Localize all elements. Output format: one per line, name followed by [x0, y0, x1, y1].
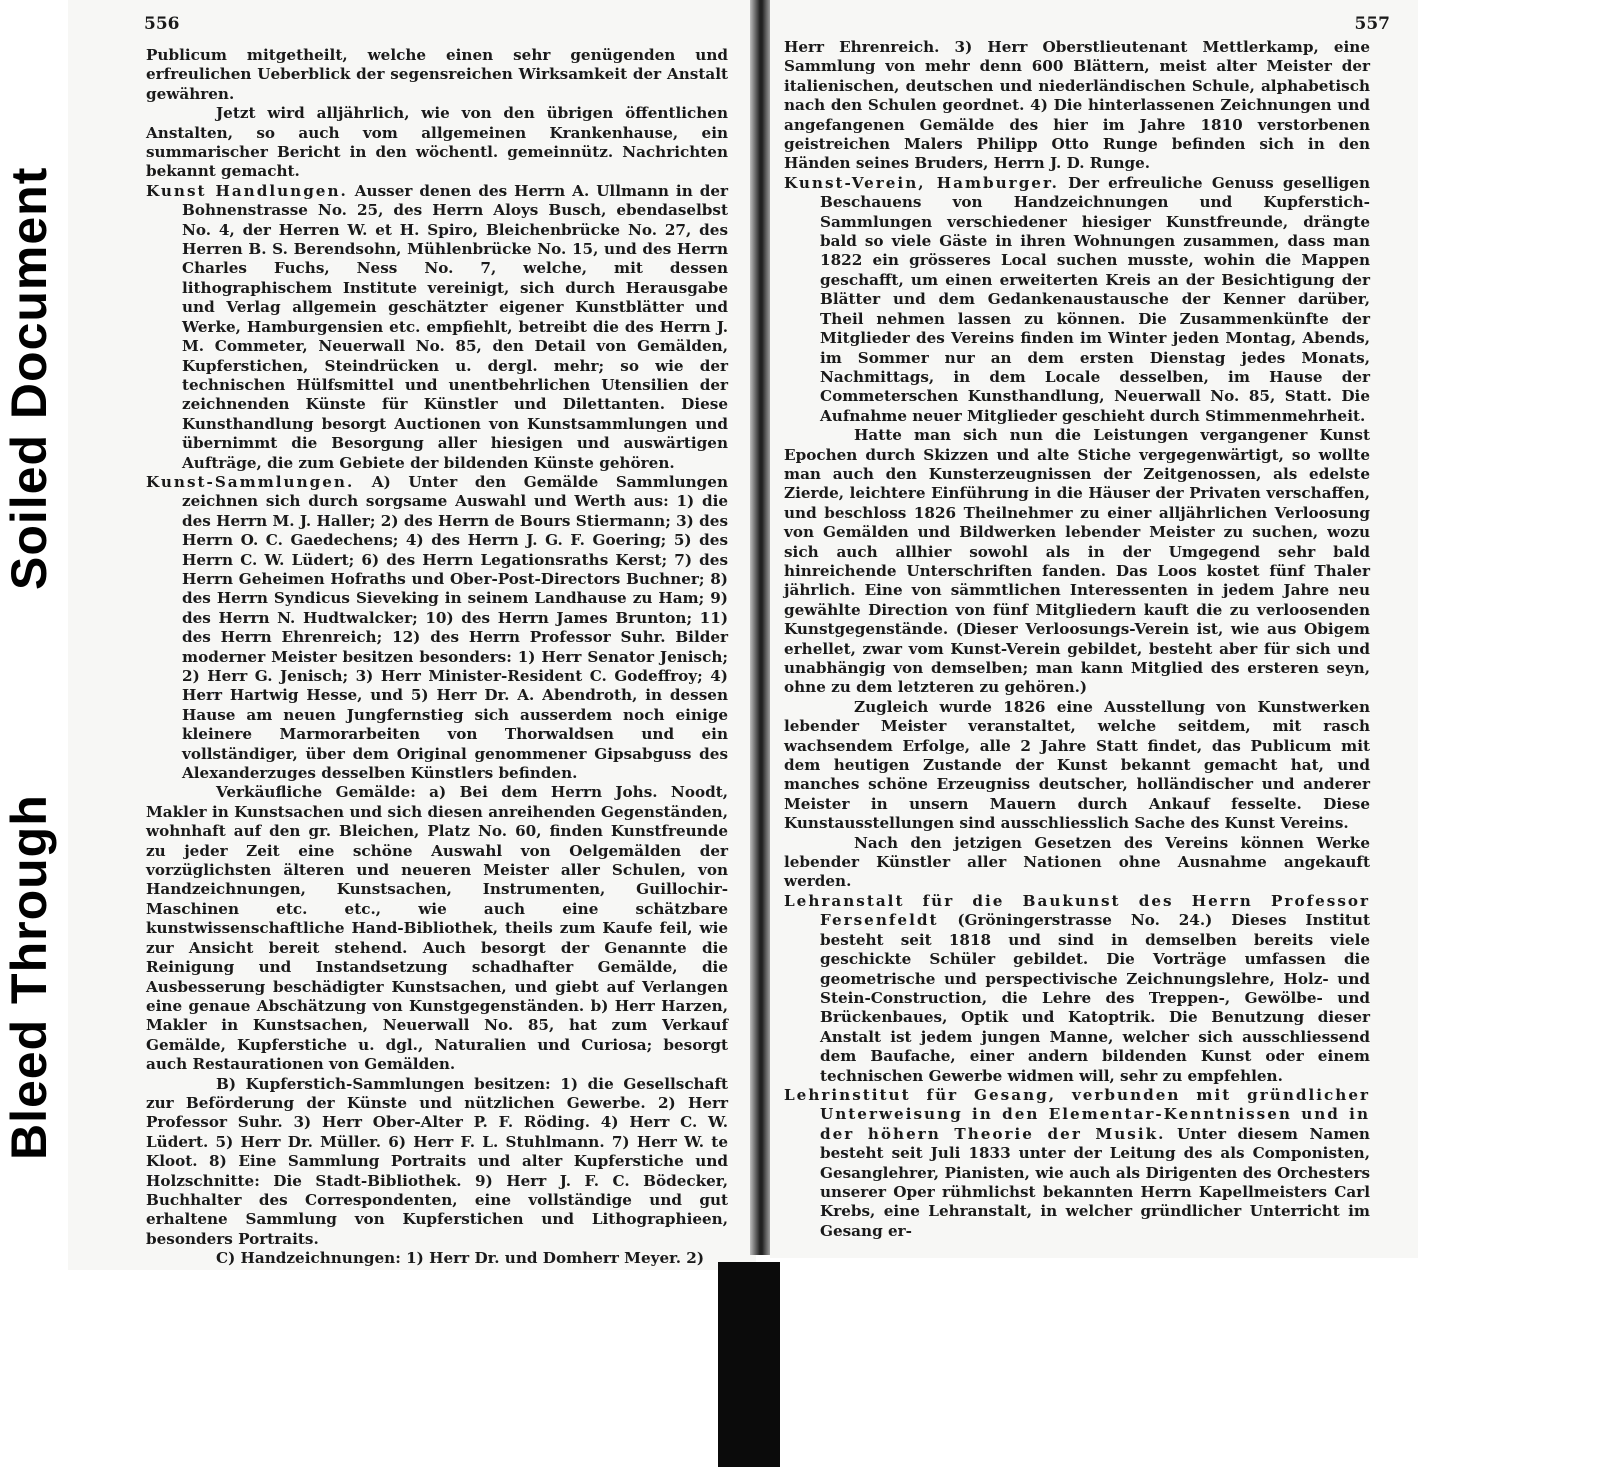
paragraph-heading: Kunst-Sammlungen.	[146, 472, 355, 491]
book-gutter	[750, 0, 772, 1255]
paragraph	[784, 892, 1370, 1086]
right-page-number: 557	[1354, 14, 1390, 34]
paragraph-text: Ausser denen des Herrn A. Ullmann in der Bohnenstrasse No. 25, des Herrn Aloys Busch, ebendaselbst No. 4, der Herren W. et H. Spiro, Bleichenbrücke No. 27, des Herren B. S. Berendsohn, Mühlenbrücke No. 15, und des Herrn Charles Fuchs, Ness No. 7, welche, mit dessen lithographischem Institute vereinigt, sich durch Herausgabe und Verlag allgemein geschätzter eigener Kunstblätter und Werke, Hamburgensien etc. empfiehlt, betreibt die des Herrn J. M. Commeter, Neuerwall No. 85, den Detail von Gemälden, Kupferstichen, Steindrücken u. dergl. mehr; so wie der technischen Hülfsmittel und unentbehrlichen Utensilien der zeichnenden Künste für Künstler und Dilettanten. Diese Kunsthandlung besorgt Auctionen von Kunstsammlungen und übernimmt die Besorgung aller hiesigen und auswärtigen Aufträge, die zum Gebiete der bildenden Künste gehören.	[182, 181, 728, 472]
paragraph-text: Der erfreuliche Genuss geselligen Beschauens von Handzeichnungen und Kupferstich-Sammlungen verschiedener hiesiger Kunstfreunde, drängte bald so viele Gäste in ihren Wohnungen zusammen, dass man 1822 ein grösseres Local suchen musste, wohin die Mappen geschafft, um einen erweiterten Kreis an der Besichtigung der Blätter und dem Gedankenaustausche der Kenner darüber, Theil nehmen lassen zu können. Die Zusammenkünfte der Mitglieder des Vereins finden im Winter jeden Montag, Abends, im Sommer nur an dem ersten Dienstag jedes Monats, Nachmittags, in dem Locale desselben, im Hause der Commeterschen Kunsthandlung, Neuerwall No. 85, Statt. Die Aufnahme neuer Mitglieder geschieht durch Stimmenmehrheit.	[820, 173, 1371, 425]
scanner-bar	[718, 1262, 780, 1467]
paragraph	[146, 46, 728, 104]
paragraph-heading: Lehrinstitut für Gesang, verbunden mit gründlicher Unterweisung in den Elementar-Kenntnissen und in der höhern Theorie der Musik.	[784, 1085, 1370, 1143]
paragraph	[784, 38, 1370, 174]
left-page-text	[146, 46, 728, 1269]
paragraph-heading: Lehranstalt für die Baukunst des Herrn Professor Fersenfeldt	[784, 891, 1370, 930]
paragraph-text: (Gröningerstrasse No. 24.) Dieses Institut besteht seit 1818 und sind in demselben bereits viele geschickte Schüler gebildet. Die Vorträge umfassen die geometrische und perspectivische Zeichnungslehre, Holz- und Stein-Construction, die Lehre des Treppen-, Gewölbe- und Brückenbaues, Optik und Katoptrik. Die Benutzung dieser Anstalt ist jedem jungen Manne, welcher sich ausschliessend dem Baufache, einer andern bildenden Kunst oder einem technischen Gewerbe widmen will, sehr zu empfehlen.	[820, 911, 1370, 1085]
paragraph-text: B) Kupferstich-Sammlungen besitzen: 1) die Gesellschaft zur Beförderung der Künste und nützlichen Gewerbe. 2) Herr Professor Suhr. 3) Herr Ober-Alter P. F. Röding. 4) Herr C. W. Lüdert. 5) Herr Dr. Müller. 6) Herr F. L. Stuhlmann. 7) Herr W. te Kloot. 8) Eine Sammlung Portraits und alter Kupferstiche und Holzschnitte: Die Stadt-Bibliothek. 9) Herr J. F. C. Bödecker, Buchhalter des Correspondenten, eine vollständige und gut erhaltene Sammlung von Kupferstichen und Lithographieen, besonders Portraits.	[146, 1074, 728, 1248]
paragraph-text: Publicum mitgetheilt, welche einen sehr genügenden und erfreulichen Ueberblick der segensreichen Wirksamkeit der Anstalt gewähren.	[146, 46, 728, 103]
paragraph-heading: Kunst-Verein, Hamburger.	[784, 173, 1059, 192]
paragraph	[146, 783, 728, 1074]
paragraph-text: Zugleich wurde 1826 eine Ausstellung von Kunstwerken lebender Meister veranstaltet, welche seitdem, mit rasch wachsendem Erfolge, alle 2 Jahre Statt findet, das Publicum mit dem heutigen Zustande der Kunst bekannt gemacht hat, und manches schöne Erzeugniss deutscher, holländischer und anderer Meister in unsern Mauern durch Ankauf fesselte. Diese Kunstausstellungen sind ausschliesslich Sache des Kunst Vereins.	[784, 697, 1370, 833]
paragraph	[784, 174, 1370, 426]
paragraph-text: Jetzt wird alljährlich, wie von den übrigen öffentlichen Anstalten, so auch vom allgemeinen Krankenhause, ein summarischer Bericht in den wöchentl. gemeinnütz. Nachrichten bekannt gemacht.	[146, 104, 728, 181]
soiled-document-label: Soiled Document	[1, 166, 57, 590]
paragraph	[784, 426, 1370, 698]
paragraph	[784, 1086, 1370, 1241]
paragraph-text: Verkäufliche Gemälde: a) Bei dem Herrn Johs. Noodt, Makler in Kunstsachen und sich diesen anreihenden Gegenständen, wohnhaft auf den gr. Bleichen, Platz No. 60, finden Kunstfreunde zu jeder Zeit eine schöne Auswahl von Oelgemälden der vorzüglichsten älteren und neueren Meister aller Schulen, von Handzeichnungen, Kunstsachen, Instrumenten, Guillochir-Maschinen etc. etc., wie auch eine schätzbare kunstwissenschaftliche Hand-Bibliothek, theils zum Kaufe feil, wie zur Ansicht bereit stehend. Auch besorgt der Genannte die Reinigung und Instandsetzung schadhafter Gemälde, die Ausbesserung beschädigter Kunstsachen, und giebt auf Verlangen eine genaue Abschätzung von Kunstgegenständen. b) Herr Harzen, Makler in Kunstsachen, Neuerwall No. 85, hat zum Verkauf Gemälde, Kupferstiche u. dgl., Naturalien und Curiosa; besorgt auch Restaurationen von Gemälden.	[146, 783, 728, 1074]
right-page	[770, 0, 1418, 1258]
paragraph	[146, 182, 728, 473]
paragraph-text: Nach den jetzigen Gesetzen des Vereins können Werke lebender Künstler aller Nationen ohne Ausnahme angekauft werden.	[784, 833, 1370, 891]
paragraph	[146, 1075, 728, 1250]
paragraph-text: Herr Ehrenreich. 3) Herr Oberstlieutenant Mettlerkamp, eine Sammlung von mehr denn 600 Blättern, meist alter Meister der italienischen, deutschen und niederländischen Schule, alphabetisch nach den Schulen geordnet. 4) Die hinterlassenen Zeichnungen und angefangenen Gemälde des hier im Jahre 1810 verstorbenen geistreichen Malers Philipp Otto Runge befinden sich in den Händen seines Bruders, Herrn J. D. Runge.	[784, 38, 1370, 173]
paragraph-text: Unter diesem Namen besteht seit Juli 1833 unter der Leitung des als Componisten, Gesanglehrer, Pianisten, wie auch als Dirigenten des Orchesters unserer Oper rühmlichst bekannten Herrn Kapellmeisters Carl Krebs, eine Lehranstalt, in welcher gründlicher Unterricht im Gesang er-	[820, 1124, 1370, 1240]
bleed-through-label: Bleed Through	[1, 794, 57, 1160]
paragraph	[146, 104, 728, 182]
paragraph-text: Hatte man sich nun die Leistungen vergangener Kunst Epochen durch Skizzen und alte Stiche vergegenwärtigt, so wollte man auch den Kunsterzeugnissen der Zeitgenossen, als edelste Zierde, leichtere Einführung in die Häuser der Privaten verschaffen, und beschloss 1826 Theilnehmer zu einer alljährlichen Verloosung von Gemälden und Bildwerken lebender Meister zu suchen, wozu sich auch allhier sowohl als in der Umgegend sehr bald hinreichende Unterschriften fanden. Das Loos kostet fünf Thaler jährlich. Eine von sämmtlichen Interessenten in jedem Jahre neu gewählte Direction von fünf Mitgliedern kauft die zu verloosenden Kunstgegenstände. (Dieser Verloosungs-Verein ist, wie aus Obigem erhellet, zwar vom Kunst-Verein gebildet, besteht aber für sich und unabhängig von demselben; man kann Mitglied des ersteren seyn, ohne zu dem letzteren zu gehören.)	[784, 426, 1370, 697]
right-page-text	[784, 38, 1370, 1241]
paragraph	[784, 834, 1370, 892]
paragraph	[146, 1249, 728, 1268]
paragraph	[784, 698, 1370, 834]
side-labels	[0, 0, 68, 1467]
paragraph-text: A) Unter den Gemälde Sammlungen zeichnen sich durch sorgsame Auswahl und Werth aus: 1) die des Herrn M. J. Haller; 2) des Herrn de Bours Stiermann; 3) des Herrn O. C. Gaedechens; 4) des Herrn J. G. F. Goering; 5) des Herrn C. W. Lüdert; 6) des Herrn Legationsraths Kerst; 7) des Herrn Geheimen Hofraths und Ober-Post-Directors Buchner; 8) des Herrn Syndicus Sieveking in seinem Landhause zu Ham; 9) des Herrn N. Hudtwalcker; 10) des Herrn James Brunton; 11) des Herrn Ehrenreich; 12) des Herrn Professor Suhr. Bilder moderner Meister besitzen besonders: 1) Herr Senator Jenisch; 2) Herr G. Jenisch; 3) Herr Minister-Resident C. Godeffroy; 4) Herr Hartwig Hesse, und 5) Herr Dr. A. Abendroth, in dessen Hause am neuen Jungfernstieg sich ausserdem noch einige kleinere Marmorarbeiten von Thorwaldsen und ein vollständiger, über dem Original genommener Gipsabguss des Alexanderzuges desselben Künstlers befinden.	[182, 472, 728, 783]
paragraph-heading: Kunst Handlungen.	[146, 181, 348, 200]
left-page-number: 556	[144, 14, 180, 34]
paragraph-text: C) Handzeichnungen: 1) Herr Dr. und Domherr Meyer. 2)	[216, 1249, 705, 1268]
left-page	[68, 0, 756, 1270]
paragraph	[146, 473, 728, 784]
